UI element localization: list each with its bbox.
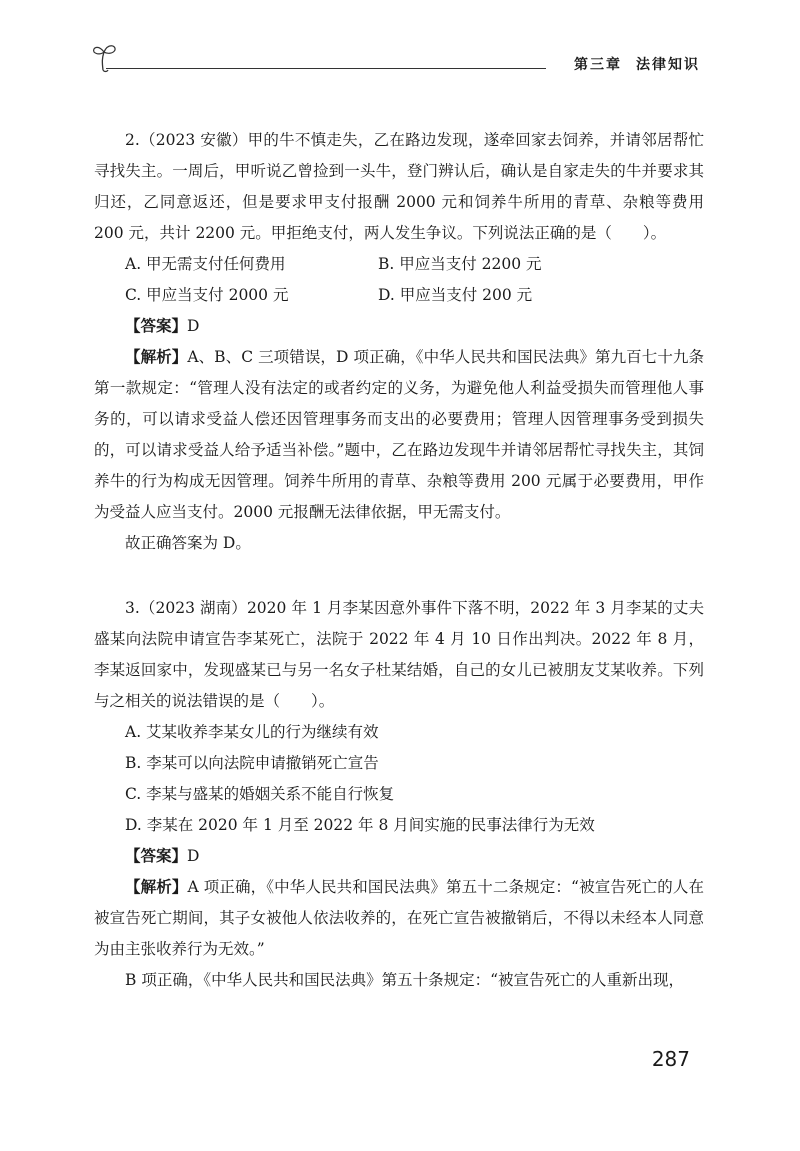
q3-analysis-text: A 项正确，《中华人民共和国民法典》第五十二条规定：“被宣告死亡的人在被宣告死亡期间，其子女被他人依法收养的，在死亡宣告被撤销后，不得以未经本人同意为由主张收养行为无效。” — [94, 878, 704, 958]
question-2-stem: 2.（2023 安徽）甲的牛不慎走失，乙在路边发现，遂牵回家去饲养，并请邻居帮忙寻找失主。一周后，甲听说乙曾捡到一头牛，登门辨认后，确认是自家走失的牛并要求其归还，乙同意返还，但是要求甲支付报酬 2000 元和饲养牛所用的青草、杂粮等费用 200 元，共计 2200 元。甲拒绝支付，两人发生争议。下列说法正确的是（ ）。 — [94, 131, 704, 242]
q3-analysis-b: B 项正确，《中华人民共和国民法典》第五十条规定：“被宣告死亡的人重新出现， — [125, 971, 684, 989]
q2-option-c: C. 甲应当支付 2000 元 — [125, 286, 289, 304]
q3-option-d: D. 李某在 2020 年 1 月至 2022 年 8 月间实施的民事法律行为无效 — [125, 816, 595, 834]
q3-analysis — [94, 872, 704, 965]
q3-answer-label: 【答案】 — [125, 847, 188, 865]
q2-option-d: D. 甲应当支付 200 元 — [378, 286, 533, 304]
q2-option-b: B. 甲应当支付 2200 元 — [378, 255, 542, 273]
q2-analysis-text: A、B、C 三项错误，D 项正确，《中华人民共和国民法典》第九百七十九条第一款规定：“管理人没有法定的或者约定的义务，为避免他人利益受损失而管理他人事务的，可以请求受益人偿还因管理事务而支出的必要费用；管理人因管理事务受到损失的，可以请求受益人给予适当补偿。”题中，乙在路边发现牛并请邻居帮忙寻找失主，其饲养牛的行为构成无因管理。饲养牛所用的青草、杂粮等费用 200 元属于必要费用，甲作为受益人应当支付。2000 元报酬无法律依据，甲无需支付。 — [94, 348, 704, 521]
page-number: 287 — [651, 1047, 690, 1071]
question-2-options-row-2 — [94, 280, 704, 311]
question-3-stem: 3.（2023 湖南）2020 年 1 月李某因意外事件下落不明，2022 年 3 月李某的丈夫盛某向法院申请宣告李某死亡，法院于 2022 年 4 月 10 日作出判决。2022 年 8 月，李某返回家中，发现盛某已与另一名女子杜某结婚，自己的女儿已被朋友艾某收养。下列与之相关的说法错误的是（ ）。 — [94, 599, 704, 710]
q3-answer-value: D — [187, 847, 200, 865]
q3-answer — [94, 841, 704, 872]
q3-option-a: A. 艾某收养李某女儿的行为继续有效 — [125, 723, 379, 741]
q2-conclusion: 故正确答案为 D。 — [125, 534, 251, 552]
page-body — [94, 125, 704, 996]
q2-answer-label: 【答案】 — [125, 317, 188, 335]
q2-answer-value: D — [187, 317, 200, 335]
q3-option-c: C. 李某与盛某的婚姻关系不能自行恢复 — [125, 785, 395, 803]
q2-option-a: A. 甲无需支付任何费用 — [125, 255, 286, 273]
chapter-heading — [574, 54, 700, 74]
q2-analysis — [94, 342, 704, 528]
question-2-options-row-1 — [94, 249, 704, 280]
q2-analysis-label: 【解析】 — [125, 348, 188, 366]
q3-analysis-label: 【解析】 — [125, 878, 188, 896]
chapter-title: 法律知识 — [636, 57, 700, 73]
chapter-number: 第三章 — [574, 57, 622, 73]
header-rule — [106, 68, 546, 69]
running-header — [90, 40, 700, 80]
q3-option-b: B. 李某可以向法院申请撤销死亡宣告 — [125, 754, 379, 772]
q2-answer — [94, 311, 704, 342]
